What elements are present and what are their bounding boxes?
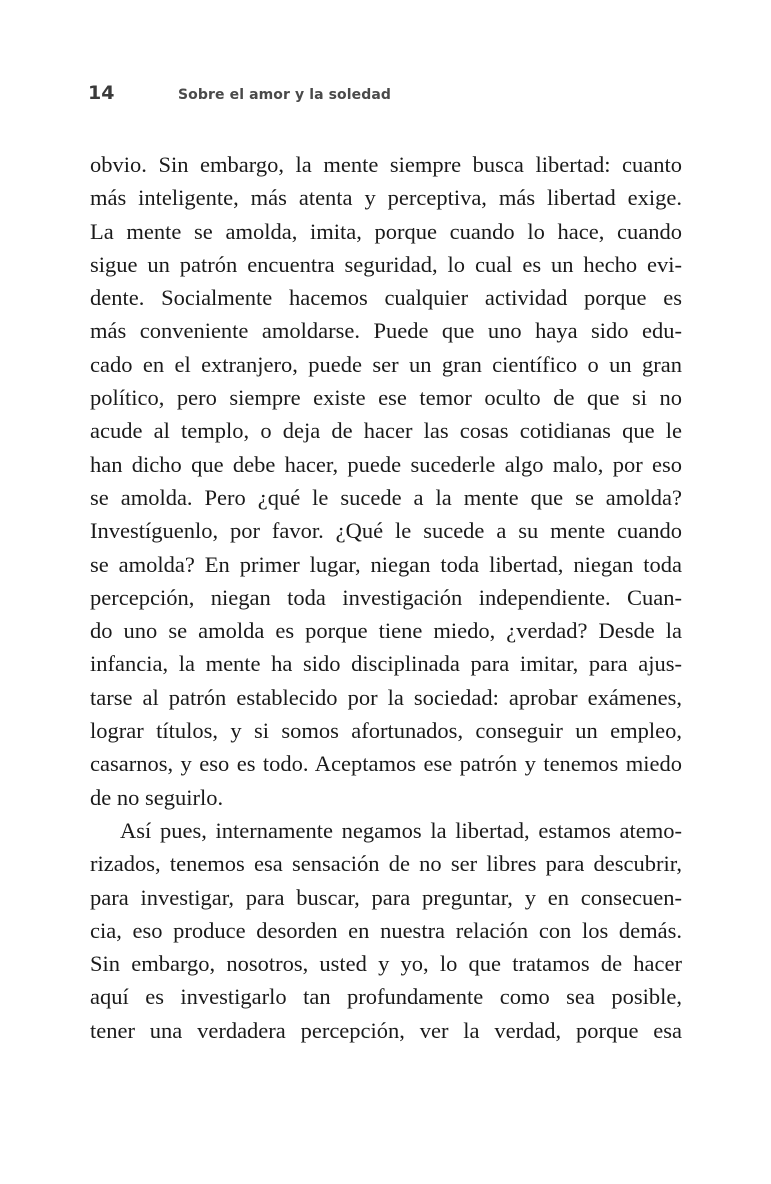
- text-line: han dicho que debe hacer, puede sucederle algo malo, por eso: [90, 451, 682, 477]
- text-line: rizados, tenemos esa sensación de no ser libres para descubrir,: [90, 851, 682, 877]
- text-line: más inteligente, más atenta y perceptiva, más libertad exige.: [90, 185, 682, 211]
- text-line: obvio. Sin embargo, la mente siempre busca libertad: cuanto: [90, 152, 682, 177]
- text-line: percepción, niegan toda investigación independiente. Cuan-: [90, 584, 682, 610]
- text-line: tarse al patrón establecido por la sociedad: aprobar exámenes,: [90, 684, 682, 710]
- text-line: tener una verdadera percepción, ver la verdad, porque esa: [90, 1017, 682, 1043]
- text-line: para investigar, para buscar, para preguntar, y en consecuen-: [90, 884, 682, 910]
- text-line: político, pero siempre existe ese temor oculto de que si no: [90, 385, 682, 411]
- paragraph-2: [90, 814, 682, 1047]
- text-line: infancia, la mente ha sido disciplinada para imitar, para ajus-: [90, 651, 682, 677]
- text-line: cado en el extranjero, puede ser un gran científico o un gran: [90, 351, 682, 377]
- text-line: dente. Socialmente hacemos cualquier actividad porque es: [90, 285, 682, 311]
- text-line: do uno se amolda es porque tiene miedo, ¿verdad? Desde la: [90, 618, 682, 644]
- text-line: Sin embargo, nosotros, usted y yo, lo que tratamos de hacer: [90, 951, 682, 977]
- text-line: Investíguenlo, por favor. ¿Qué le sucede a su mente cuando: [90, 518, 682, 544]
- text-line: lograr títulos, y si somos afortunados, conseguir un empleo,: [90, 718, 682, 744]
- text-line: se amolda. Pero ¿qué le sucede a la mente que se amolda?: [90, 484, 682, 510]
- text-line: acude al templo, o deja de hacer las cosas cotidianas que le: [90, 418, 682, 444]
- page-number: 14: [88, 82, 115, 104]
- text-line: casarnos, y eso es todo. Aceptamos ese patrón y tenemos miedo: [90, 751, 682, 777]
- text-line: sigue un patrón encuentra seguridad, lo cual es un hecho evi-: [90, 251, 682, 277]
- text-line: cia, eso produce desorden en nuestra relación con los demás.: [90, 917, 682, 943]
- text-line: se amolda? En primer lugar, niegan toda libertad, niegan toda: [90, 551, 682, 577]
- running-title: Sobre el amor y la soledad: [178, 87, 392, 103]
- paragraph-1: [90, 148, 682, 814]
- text-line: Así pues, internamente negamos la libertad, estamos atemo-: [120, 817, 682, 843]
- running-head: [88, 82, 391, 110]
- body-text: [90, 148, 682, 1047]
- text-line: La mente se amolda, imita, porque cuando lo hace, cuando: [90, 218, 682, 244]
- text-line: aquí es investigarlo tan profundamente como sea posible,: [90, 984, 682, 1010]
- text-line: más conveniente amoldarse. Puede que uno haya sido edu-: [90, 318, 682, 344]
- text-line: de no seguirlo.: [90, 784, 224, 810]
